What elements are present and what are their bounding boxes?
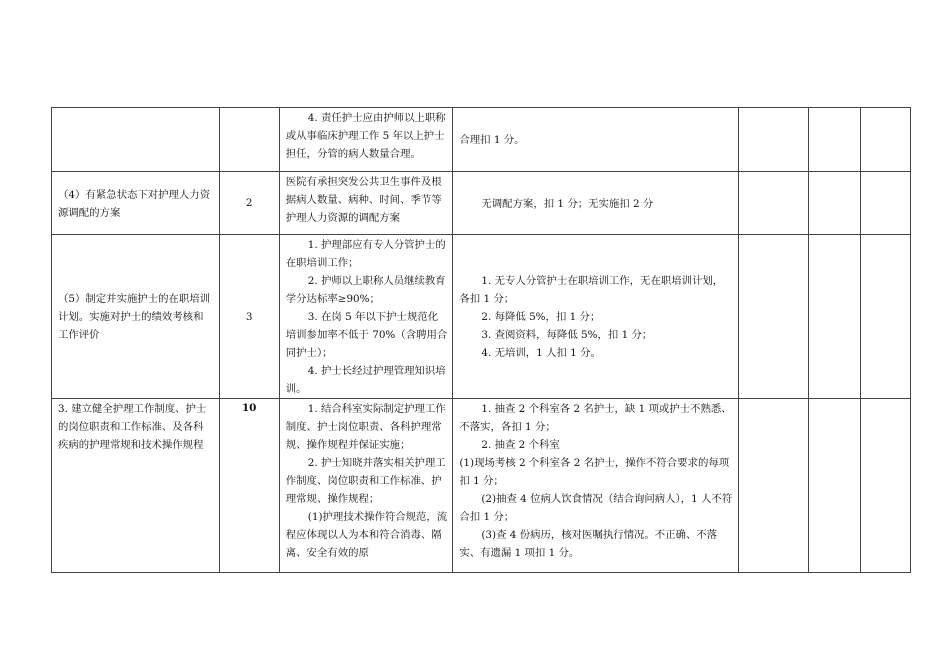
item-cell [52,399,220,573]
blank-cell [808,399,860,573]
score-text: 10 [241,402,257,414]
standard-text: 2. 护师以上职称人员继续教育学分达标率≥90%； [285,275,446,305]
item-cell [52,172,220,235]
standard-text: 4. 责任护士应由护师以上职称或从事临床护理工作 5 年以上护士担任，分管的病人数量合理。 [285,112,446,160]
standard-cell [279,108,453,172]
blank-cell [808,235,860,399]
standard-cell [279,399,453,573]
blank-cell [739,235,808,399]
method-text: (2)抽查 4 位病人饮食情况（结合询问病人），1 人不符合扣 1 分； [459,493,733,523]
standard-cell [279,172,453,235]
item-text: （4）有紧急状态下对护理人力资源调配的方案 [58,188,211,219]
method-text: 2. 抽查 2 个科室 [481,439,560,451]
document-page [51,107,911,573]
blank-cell [808,172,860,235]
item-text: 3. 建立健全护理工作制度、护士的岗位职责和工作标准、及各科疾病的护理常规和技术操作规程 [58,403,207,451]
item-cell [52,235,220,399]
standard-text: 1. 护理部应有专人分管护士的在职培训工作； [285,239,446,269]
score-cell [219,399,279,573]
score-cell [219,108,279,172]
score-cell [219,172,279,235]
method-text: 合理扣 1 分。 [459,134,525,146]
score-cell [219,235,279,399]
method-cell [453,108,739,172]
standard-text: 医院有承担突发公共卫生事件及根据病人数量、病种、时间、季节等护理人力资源的调配方案 [285,176,442,224]
blank-cell [739,399,808,573]
method-text: (1)现场考核 2 个科室各 2 名护士，操作不符合要求的每项扣 1 分； [459,457,730,487]
standard-text: 2. 护士知晓并落实相关护理工作制度、岗位职责和工作标准、护理常规、操作规程； [285,457,446,505]
standard-cell [279,235,453,399]
method-text: 1. 抽查 2 个科室各 2 名护士，缺 1 项或护士不熟悉、不落实，各扣 1 分； [459,403,732,433]
table-row [52,235,911,399]
item-text: （5）制定并实施护士的在职培训计划。实施对护士的绩效考核和工作评价 [58,293,211,341]
item-cell [52,108,220,172]
table-row [52,172,911,235]
method-cell [453,235,739,399]
method-cell [453,172,739,235]
table-row [52,108,911,172]
blank-cell [808,108,860,172]
standard-text: (1)护理技术操作符合规范，流程应体现以人为本和符合消毒、隔离、安全有效的原 [285,511,448,559]
method-text: 无调配方案，扣 1 分；无实施扣 2 分 [481,197,654,210]
method-text: (3)查 4 份病历，核对医嘱执行情况。不正确、不落实、有遗漏 1 项扣 1 分。 [459,529,718,559]
blank-cell [739,108,808,172]
method-cell [453,399,739,573]
score-text: 2 [245,197,253,209]
blank-cell [860,172,910,235]
blank-cell [860,399,910,573]
method-text: 4. 无培训，1 人扣 1 分。 [481,347,601,359]
method-text: 2. 每降低 5%，扣 1 分； [481,311,601,323]
blank-cell [860,108,910,172]
blank-cell [860,235,910,399]
score-text: 3 [245,310,253,323]
evaluation-table [51,107,911,573]
blank-cell [739,172,808,235]
method-text: 3. 查阅资料，每降低 5%，扣 1 分； [481,329,653,341]
standard-text: 1. 结合科室实际制定护理工作制度、护士岗位职责、各科护理常规、操作规程并保证实施； [285,403,446,451]
standard-text: 3. 在岗 5 年以下护士规范化培训参加率不低于 70%（含聘用合同护士）； [285,311,448,359]
method-text: 1. 无专人分管护士在职培训工作，无在职培训计划，各扣 1 分； [459,275,724,305]
table-row [52,399,911,573]
standard-text: 4. 护士长经过护理管理知识培训。 [285,365,446,395]
